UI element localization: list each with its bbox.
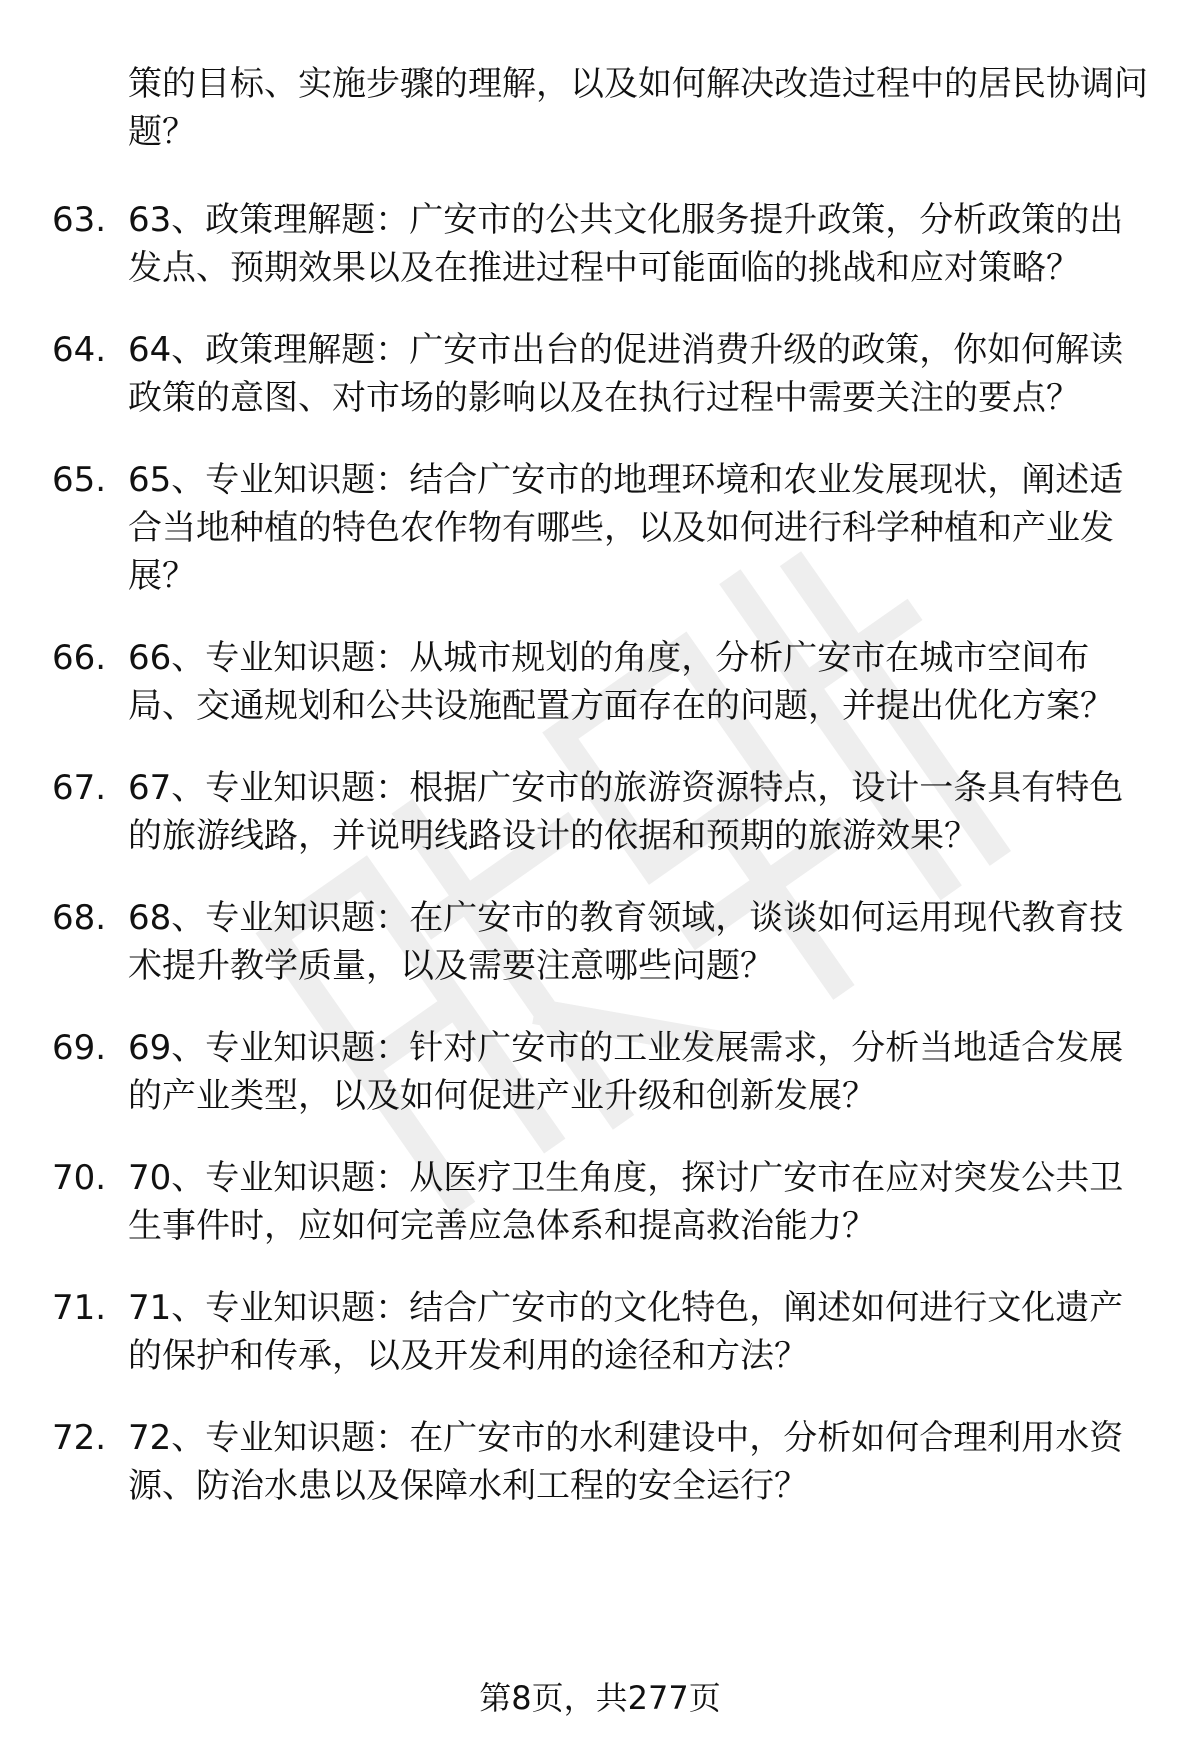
item-text: 64、政策理解题：广安市出台的促进消费升级的政策，你如何解读政策的意图、对市场的影响以及在执行过程中需要关注的要点？ [128, 330, 1124, 418]
item-number: 63. [52, 200, 107, 240]
item-text: 70、专业知识题：从医疗卫生角度，探讨广安市在应对突发公共卫生事件时，应如何完善应急体系和提高救治能力？ [128, 1158, 1124, 1246]
item-text: 68、专业知识题：在广安市的教育领域，谈谈如何运用现代教育技术提升教学质量，以及需要注意哪些问题？ [128, 898, 1124, 986]
item-number: 69. [52, 1028, 107, 1068]
list-item [0, 634, 1200, 730]
item-number: 66. [52, 638, 107, 678]
list-item [0, 1414, 1200, 1510]
item-number: 68. [52, 898, 107, 938]
item-text: 72、专业知识题：在广安市的水利建设中，分析如何合理利用水资源、防治水患以及保障水利工程的安全运行？ [128, 1418, 1124, 1506]
list-item [0, 1154, 1200, 1250]
item-text: 65、专业知识题：结合广安市的地理环境和农业发展现状，阐述适合当地种植的特色农作物有哪些，以及如何进行科学种植和产业发展？ [128, 460, 1124, 596]
list-item [0, 1284, 1200, 1380]
page-footer: 第8页，共277页 [479, 1679, 721, 1717]
question-list [0, 196, 1200, 1544]
item-text: 69、专业知识题：针对广安市的工业发展需求，分析当地适合发展的产业类型，以及如何促进产业升级和创新发展？ [128, 1028, 1124, 1116]
list-item [0, 764, 1200, 860]
list-item [0, 456, 1200, 600]
continuation-paragraph: 策的目标、实施步骤的理解，以及如何解决改造过程中的居民协调问题？ [128, 64, 1148, 152]
list-item [0, 326, 1200, 422]
item-number: 70. [52, 1158, 107, 1198]
list-item [0, 894, 1200, 990]
item-text: 63、政策理解题：广安市的公共文化服务提升政策，分析政策的出发点、预期效果以及在推进过程中可能面临的挑战和应对策略？ [128, 200, 1124, 288]
item-text: 66、专业知识题：从城市规划的角度，分析广安市在城市空间布局、交通规划和公共设施配置方面存在的问题，并提出优化方案？ [128, 638, 1114, 726]
item-number: 67. [52, 768, 107, 808]
list-item [0, 196, 1200, 292]
item-text: 71、专业知识题：结合广安市的文化特色，阐述如何进行文化遗产的保护和传承，以及开发利用的途径和方法？ [128, 1288, 1124, 1376]
item-text: 67、专业知识题：根据广安市的旅游资源特点，设计一条具有特色的旅游线路，并说明线路设计的依据和预期的旅游效果？ [128, 768, 1124, 856]
item-number: 71. [52, 1288, 107, 1328]
item-number: 64. [52, 330, 107, 370]
item-number: 72. [52, 1418, 107, 1458]
item-number: 65. [52, 460, 107, 500]
list-item [0, 1024, 1200, 1120]
